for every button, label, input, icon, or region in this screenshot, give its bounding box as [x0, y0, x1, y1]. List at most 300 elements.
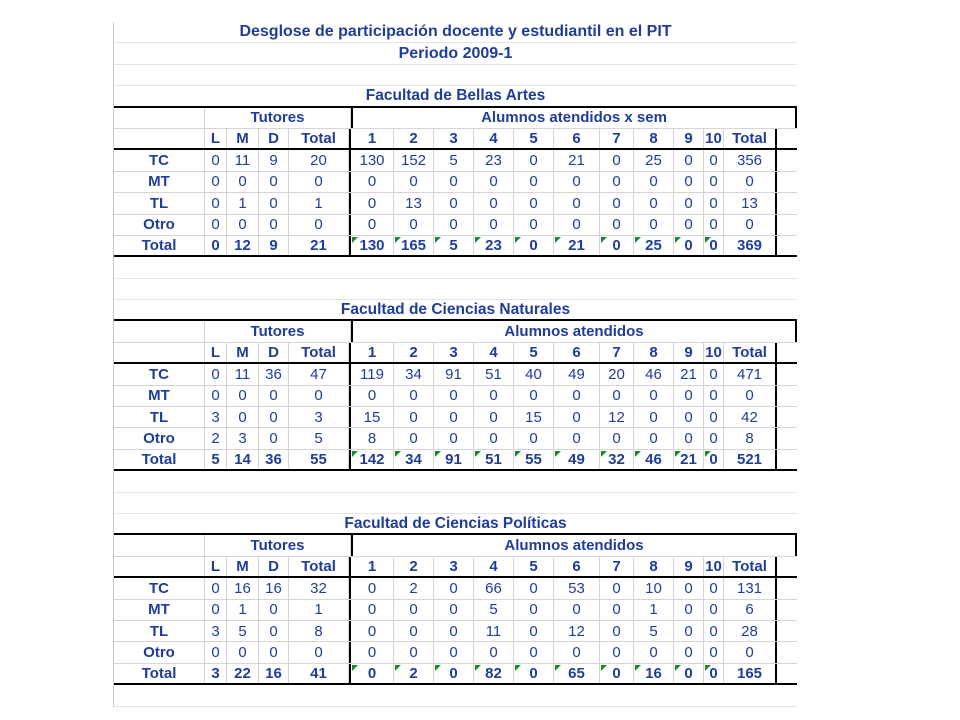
table-cell: 3 [205, 621, 227, 641]
table-cell: 165 [724, 664, 777, 683]
row-label-cell [114, 108, 205, 128]
column-header: 2 [394, 557, 434, 576]
table-cell: 0 [259, 600, 289, 620]
table-cell: 0 [514, 193, 554, 213]
table-cell: 3 [227, 428, 259, 448]
table-cell: 0 [514, 642, 554, 662]
table-cell: 0 [349, 386, 394, 406]
table-cell: 8 [289, 621, 349, 641]
table-cell: 0 [600, 236, 634, 255]
table-cell: 0 [724, 172, 777, 192]
table-cell: 2 [394, 578, 434, 598]
row-label: TC [114, 578, 205, 598]
table-cell: 5 [205, 450, 227, 469]
table-cell: 55 [289, 450, 349, 469]
table-cell: 0 [227, 172, 259, 192]
row-label: Total [114, 664, 205, 683]
table-cell: 0 [227, 215, 259, 235]
table-cell: 0 [554, 407, 600, 427]
table-cell: 32 [289, 578, 349, 598]
column-header: D [259, 557, 289, 576]
column-header: D [259, 129, 289, 148]
table-cell: 0 [704, 407, 724, 427]
table-cell: 142 [349, 450, 394, 469]
spacer-row [114, 471, 797, 492]
table-cell: 51 [474, 450, 514, 469]
table-cell: 0 [554, 642, 600, 662]
table-cell: 0 [674, 407, 704, 427]
table-cell: 0 [554, 428, 600, 448]
column-header: 3 [434, 557, 474, 576]
total-row [114, 236, 797, 257]
table-cell: 130 [349, 236, 394, 255]
table-cell: 12 [554, 621, 600, 641]
tutores-group-label: Tutores [205, 321, 351, 341]
table-cell: 0 [704, 193, 724, 213]
total-row [114, 450, 797, 471]
table-cell: 0 [514, 578, 554, 598]
table-row [114, 386, 797, 407]
table-cell: 11 [227, 150, 259, 170]
table-cell: 5 [289, 428, 349, 448]
column-header-row [114, 129, 797, 150]
tutores-group-label: Tutores [205, 535, 351, 555]
table-cell: 0 [205, 386, 227, 406]
table-row [114, 600, 797, 621]
table-cell: 0 [600, 386, 634, 406]
table-cell: 0 [600, 642, 634, 662]
table-cell: 0 [259, 386, 289, 406]
table-cell: 11 [227, 364, 259, 384]
spreadsheet [113, 22, 797, 707]
table-cell: 0 [434, 642, 474, 662]
row-label: TL [114, 193, 205, 213]
row-label: TL [114, 621, 205, 641]
table-cell: 0 [600, 578, 634, 598]
column-header: 5 [514, 129, 554, 148]
row-label: MT [114, 386, 205, 406]
table-cell: 15 [514, 407, 554, 427]
faculty-section [114, 300, 797, 514]
alumnos-group-label: Alumnos atendidos [351, 321, 797, 341]
table-cell: 165 [394, 236, 434, 255]
table-cell: 0 [289, 172, 349, 192]
table-cell: 46 [634, 450, 674, 469]
table-cell: 0 [514, 172, 554, 192]
table-cell: 0 [514, 215, 554, 235]
table-cell: 0 [474, 172, 514, 192]
column-header: 8 [634, 557, 674, 576]
table-cell: 9 [259, 236, 289, 255]
faculty-section [114, 86, 797, 300]
table-cell: 0 [514, 428, 554, 448]
table-cell: 0 [704, 450, 724, 469]
table-cell: 16 [259, 578, 289, 598]
column-header: 2 [394, 129, 434, 148]
row-label-cell [114, 535, 205, 555]
table-cell: 0 [514, 236, 554, 255]
group-caption-row [114, 321, 797, 342]
table-cell: 15 [349, 407, 394, 427]
faculty-section [114, 514, 797, 707]
table-cell: 0 [724, 642, 777, 662]
table-cell: 0 [634, 642, 674, 662]
table-cell: 3 [205, 664, 227, 683]
table-cell: 32 [600, 450, 634, 469]
table-cell: 20 [289, 150, 349, 170]
column-header: L [205, 557, 227, 576]
table-cell: 0 [394, 428, 434, 448]
table-cell: 22 [227, 664, 259, 683]
table-cell: 0 [674, 150, 704, 170]
faculty-title: Facultad de Bellas Artes [114, 86, 797, 107]
table-cell: 0 [259, 193, 289, 213]
table-cell: 0 [704, 150, 724, 170]
table-cell: 91 [434, 450, 474, 469]
table-cell: 0 [554, 600, 600, 620]
total-row [114, 664, 797, 685]
table-cell: 16 [634, 664, 674, 683]
table-cell: 2 [205, 428, 227, 448]
table-cell: 82 [474, 664, 514, 683]
table-cell: 0 [349, 578, 394, 598]
row-label-cell [114, 343, 205, 362]
column-header: 7 [600, 343, 634, 362]
table-cell: 0 [514, 600, 554, 620]
column-header: 3 [434, 343, 474, 362]
table-cell: 0 [600, 193, 634, 213]
row-label: Otro [114, 215, 205, 235]
column-header: 5 [514, 557, 554, 576]
table-cell: 0 [704, 600, 724, 620]
table-cell: 6 [724, 600, 777, 620]
column-header: Total [289, 557, 349, 576]
table-cell: 0 [514, 386, 554, 406]
row-label-cell [114, 321, 205, 341]
table-cell: 0 [674, 193, 704, 213]
alumnos-group-label: Alumnos atendidos x sem [351, 108, 797, 128]
table-cell: 0 [634, 428, 674, 448]
table-cell: 0 [600, 150, 634, 170]
faculty-title: Facultad de Ciencias Naturales [114, 300, 797, 321]
table-cell: 1 [289, 193, 349, 213]
table-row [114, 578, 797, 599]
table-cell: 0 [474, 386, 514, 406]
table-cell: 0 [474, 428, 514, 448]
column-header: Total [289, 129, 349, 148]
table-cell: 0 [259, 428, 289, 448]
column-header: L [205, 343, 227, 362]
column-header: 1 [349, 129, 394, 148]
table-cell: 0 [349, 600, 394, 620]
row-label: TC [114, 364, 205, 384]
table-cell: 21 [289, 236, 349, 255]
table-cell: 21 [554, 236, 600, 255]
table-cell: 0 [704, 386, 724, 406]
column-header: Total [724, 557, 777, 576]
table-cell: 0 [600, 428, 634, 448]
column-header: 6 [554, 557, 600, 576]
alumnos-group-label: Alumnos atendidos [351, 535, 797, 555]
table-cell: 0 [205, 600, 227, 620]
table-cell: 0 [259, 407, 289, 427]
column-header: 4 [474, 557, 514, 576]
table-cell: 5 [434, 236, 474, 255]
table-cell: 0 [394, 621, 434, 641]
table-cell: 28 [724, 621, 777, 641]
table-cell: 0 [289, 642, 349, 662]
table-cell: 16 [227, 578, 259, 598]
table-cell: 0 [259, 621, 289, 641]
table-cell: 0 [704, 428, 724, 448]
column-header: 6 [554, 129, 600, 148]
row-label: Otro [114, 428, 205, 448]
table-cell: 0 [349, 215, 394, 235]
table-cell: 1 [227, 193, 259, 213]
table-cell: 0 [205, 578, 227, 598]
row-label: Otro [114, 642, 205, 662]
table-cell: 131 [724, 578, 777, 598]
table-cell: 23 [474, 236, 514, 255]
table-cell: 0 [349, 621, 394, 641]
row-label: Total [114, 450, 205, 469]
table-cell: 152 [394, 150, 434, 170]
table-cell: 0 [704, 578, 724, 598]
table-row [114, 621, 797, 642]
table-cell: 0 [474, 215, 514, 235]
spacer-row [114, 493, 797, 514]
table-cell: 14 [227, 450, 259, 469]
table-cell: 0 [514, 664, 554, 683]
table-cell: 34 [394, 450, 434, 469]
table-cell: 471 [724, 364, 777, 384]
table-cell: 21 [554, 150, 600, 170]
table-cell: 47 [289, 364, 349, 384]
table-cell: 5 [634, 621, 674, 641]
column-header: 4 [474, 129, 514, 148]
table-cell: 0 [724, 215, 777, 235]
table-cell: 0 [394, 600, 434, 620]
table-row [114, 407, 797, 428]
table-cell: 5 [474, 600, 514, 620]
table-cell: 12 [600, 407, 634, 427]
table-cell: 0 [600, 172, 634, 192]
faculty-title: Facultad de Ciencias Políticas [114, 514, 797, 535]
table-cell: 0 [349, 193, 394, 213]
table-cell: 0 [205, 236, 227, 255]
table-cell: 0 [600, 621, 634, 641]
table-cell: 0 [205, 215, 227, 235]
table-cell: 51 [474, 364, 514, 384]
column-header: 7 [600, 557, 634, 576]
table-cell: 20 [600, 364, 634, 384]
group-caption-row [114, 535, 797, 556]
table-cell: 21 [674, 364, 704, 384]
column-header: M [227, 557, 259, 576]
column-header-row [114, 557, 797, 578]
column-header: 6 [554, 343, 600, 362]
table-cell: 369 [724, 236, 777, 255]
table-cell: 0 [205, 642, 227, 662]
table-cell: 356 [724, 150, 777, 170]
table-cell: 40 [514, 364, 554, 384]
column-header: 10 [704, 129, 724, 148]
table-cell: 0 [704, 172, 724, 192]
tutores-group-label: Tutores [205, 108, 351, 128]
table-cell: 0 [289, 215, 349, 235]
column-header: L [205, 129, 227, 148]
row-label: TC [114, 150, 205, 170]
table-cell: 0 [227, 407, 259, 427]
spacer-row [114, 257, 797, 278]
column-header: 10 [704, 343, 724, 362]
table-cell: 521 [724, 450, 777, 469]
table-cell: 0 [554, 386, 600, 406]
sections-container [114, 86, 797, 706]
table-cell: 12 [227, 236, 259, 255]
table-cell: 0 [674, 621, 704, 641]
table-cell: 25 [634, 236, 674, 255]
table-cell: 1 [634, 600, 674, 620]
report-title: Desglose de participación docente y estudiantil en el PIT [114, 22, 797, 43]
table-cell: 0 [394, 642, 434, 662]
table-cell: 0 [600, 664, 634, 683]
column-header: 2 [394, 343, 434, 362]
table-row [114, 428, 797, 449]
table-cell: 53 [554, 578, 600, 598]
table-cell: 34 [394, 364, 434, 384]
table-cell: 0 [349, 664, 394, 683]
table-cell: 13 [724, 193, 777, 213]
table-cell: 0 [434, 407, 474, 427]
column-header: Total [724, 129, 777, 148]
table-cell: 36 [259, 450, 289, 469]
table-cell: 0 [205, 172, 227, 192]
spacer-row [114, 685, 797, 706]
table-cell: 0 [434, 621, 474, 641]
table-cell: 0 [349, 172, 394, 192]
table-cell: 0 [554, 172, 600, 192]
spacer-row [114, 65, 797, 86]
table-row [114, 364, 797, 385]
table-cell: 130 [349, 150, 394, 170]
table-cell: 0 [704, 215, 724, 235]
table-cell: 0 [434, 428, 474, 448]
table-cell: 0 [474, 642, 514, 662]
table-cell: 0 [704, 621, 724, 641]
table-cell: 0 [674, 215, 704, 235]
column-header: 4 [474, 343, 514, 362]
table-cell: 0 [394, 407, 434, 427]
table-cell: 0 [349, 642, 394, 662]
table-cell: 46 [634, 364, 674, 384]
table-cell: 5 [434, 150, 474, 170]
table-cell: 21 [674, 450, 704, 469]
column-header: 9 [674, 343, 704, 362]
column-header: D [259, 343, 289, 362]
table-cell: 0 [227, 386, 259, 406]
table-cell: 25 [634, 150, 674, 170]
table-cell: 0 [434, 172, 474, 192]
table-cell: 23 [474, 150, 514, 170]
table-cell: 5 [227, 621, 259, 641]
table-cell: 0 [674, 428, 704, 448]
table-cell: 0 [434, 600, 474, 620]
table-cell: 0 [434, 386, 474, 406]
group-caption-row [114, 108, 797, 129]
column-header: 9 [674, 129, 704, 148]
table-row [114, 172, 797, 193]
column-header: Total [724, 343, 777, 362]
column-header: 8 [634, 129, 674, 148]
table-cell: 9 [259, 150, 289, 170]
column-header: 1 [349, 343, 394, 362]
table-cell: 0 [634, 172, 674, 192]
table-cell: 0 [600, 215, 634, 235]
table-cell: 0 [259, 215, 289, 235]
table-cell: 0 [704, 664, 724, 683]
column-header: 1 [349, 557, 394, 576]
table-cell: 0 [394, 172, 434, 192]
table-cell: 1 [289, 600, 349, 620]
table-cell: 0 [205, 150, 227, 170]
table-cell: 0 [205, 364, 227, 384]
column-header-row [114, 343, 797, 364]
table-cell: 0 [674, 236, 704, 255]
column-header: M [227, 343, 259, 362]
table-row [114, 642, 797, 663]
table-cell: 0 [259, 642, 289, 662]
table-cell: 0 [704, 364, 724, 384]
table-cell: 0 [674, 386, 704, 406]
row-label: MT [114, 600, 205, 620]
table-cell: 42 [724, 407, 777, 427]
table-cell: 0 [474, 193, 514, 213]
column-header: 10 [704, 557, 724, 576]
column-header: 3 [434, 129, 474, 148]
table-cell: 13 [394, 193, 434, 213]
table-cell: 0 [227, 642, 259, 662]
table-row [114, 215, 797, 236]
table-cell: 0 [289, 386, 349, 406]
table-cell: 66 [474, 578, 514, 598]
table-row [114, 150, 797, 171]
row-label-cell [114, 557, 205, 576]
table-cell: 0 [704, 236, 724, 255]
table-cell: 0 [724, 386, 777, 406]
table-cell: 0 [674, 642, 704, 662]
table-cell: 0 [434, 215, 474, 235]
table-cell: 0 [634, 193, 674, 213]
table-cell: 49 [554, 364, 600, 384]
table-cell: 41 [289, 664, 349, 683]
table-cell: 0 [554, 215, 600, 235]
table-row [114, 193, 797, 214]
table-cell: 0 [205, 193, 227, 213]
table-cell: 16 [259, 664, 289, 683]
table-cell: 1 [227, 600, 259, 620]
table-cell: 0 [474, 407, 514, 427]
table-cell: 0 [394, 386, 434, 406]
table-cell: 0 [674, 172, 704, 192]
table-cell: 11 [474, 621, 514, 641]
table-cell: 8 [724, 428, 777, 448]
table-cell: 36 [259, 364, 289, 384]
column-header: 8 [634, 343, 674, 362]
table-cell: 3 [205, 407, 227, 427]
table-cell: 119 [349, 364, 394, 384]
table-cell: 0 [674, 664, 704, 683]
